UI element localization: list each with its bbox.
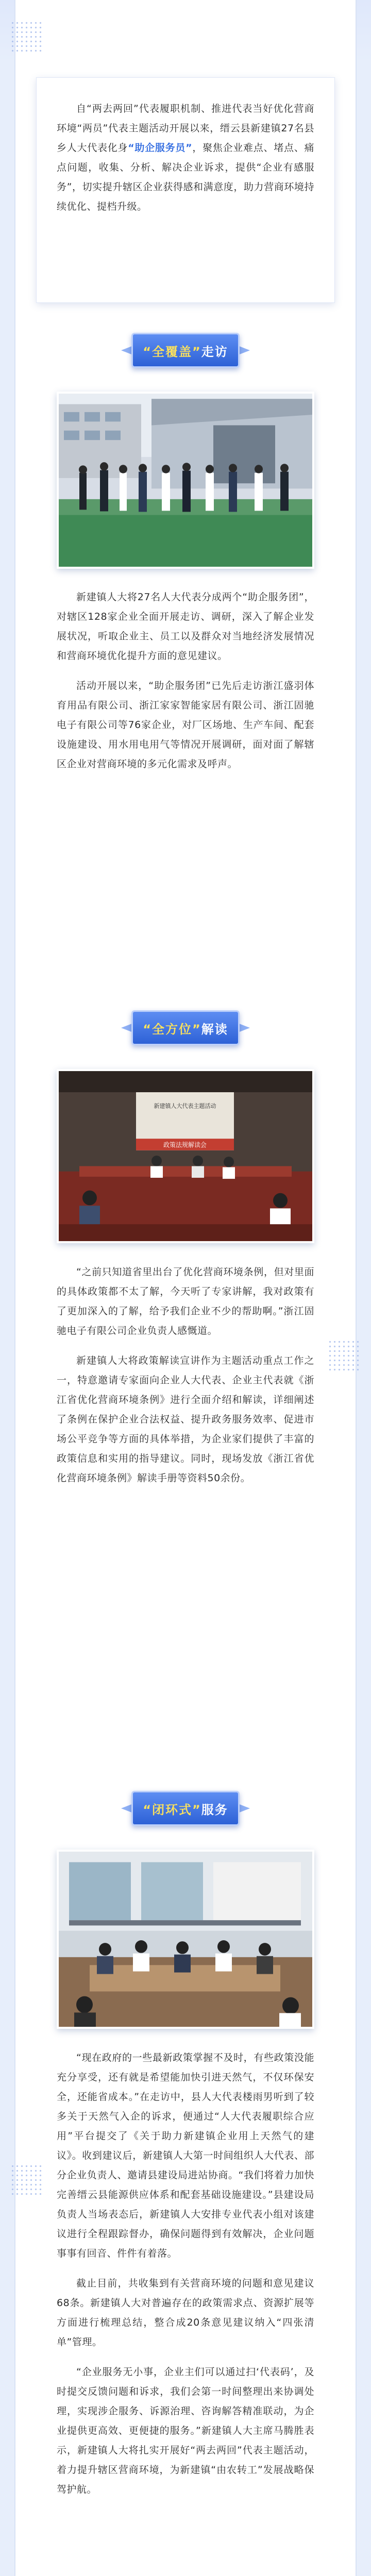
section-title: “全覆盖” 走访 bbox=[143, 344, 228, 359]
photo-factory-visit bbox=[57, 392, 314, 569]
intro-highlight: “助企服务员” bbox=[128, 142, 193, 154]
intro-text-after: ，聚焦企业难点、堵点、痛点问题，收集、分析、解决企业诉求，提供“企业有感服务”，切实提升辖区企业获得感和满意度，助力营商环境持续优化、提档升级。 bbox=[57, 142, 314, 212]
photo-consultation-meeting bbox=[57, 1850, 314, 2029]
dot-grid-decoration bbox=[10, 21, 43, 54]
section-1-text bbox=[57, 587, 314, 774]
section-header-interpretation bbox=[121, 1007, 250, 1048]
section-3-paragraph-1: “现在政府的一些最新政策掌握不及时，有些政策没能充分享受，还有就是希望能加快引进天然气，不仅环保安全，还能省成本。”在走访中，县人大代表楼雨男听到了较多关于天然气入企的诉求，便通过“人大代表履职综合应用”平台提交了《关于助力新建镇企业用上天然气的建议》。收到建议后，新建镇人大第一时间组织人大代表、部分企业负责人、邀请县建设局进站协商。“我们将着力加快完善缙云县能源供应体系和配套基础设施建设。”县建设局负责人当场表态后，新建镇人大安排专业代表小组对该建议进行全程跟踪督办，确保问题得到有效解决，企业问题事事有回音、件件有着落。 bbox=[57, 2052, 314, 2259]
intro-text-before: 自“两去两回”代表履职机制、推进代表当好优化营商环境“两员”代表主题活动开展以来，缙云县新建镇27名县乡人大代表化身 bbox=[57, 103, 314, 154]
section-title: “闭环式” 服务 bbox=[143, 1802, 228, 1817]
photo-policy-meeting bbox=[57, 1069, 314, 1243]
dot-grid-decoration bbox=[328, 1340, 361, 1372]
section-3-paragraph-3: “企业服务无小事，企业主们可以通过扫‘代表码’，及时提交反馈问题和诉求，我们会第一时间整理出来协调处理，实现涉企服务、诉源治理、咨询解答精准联动，为企业提供更高效、更便捷的服务。”新建镇人大主席马腾胜表示，新建镇人大将扎实开展好“两去两回”代表主题活动，着力提升辖区营商环境，为新建镇“由农转工”发展战略保驾护航。 bbox=[57, 2366, 314, 2495]
section-3-paragraph-2: 截止目前，共收集到有关营商环境的问题和意见建议68条。新建镇人大对普遍存在的政策需求点、资源扩展等方面进行梳理总结，整合成20条意见建议纳入“四张清单”管理。 bbox=[57, 2278, 314, 2348]
intro-paragraph bbox=[57, 99, 314, 216]
section-2-paragraph-1: “之前只知道省里出台了优化营商环境条例，但对里面的具体政策都不太了解，今天听了专家讲解，我对政策有了更加深入的了解，给予我们企业不少的帮助啊。”浙江固驰电子有限公司企业负责人感慨道。 bbox=[57, 1266, 314, 1336]
svg-text:政策法规解读会: 政策法规解读会 bbox=[163, 1141, 207, 1149]
dot-grid-decoration bbox=[10, 2164, 43, 2197]
svg-text:新建镇人大代表主题活动: 新建镇人大代表主题活动 bbox=[154, 1103, 216, 1110]
section-2-text bbox=[57, 1262, 314, 1488]
section-1-paragraph-2: 活动开展以来，“助企服务团”已先后走访浙江盛羽体育用品有限公司、浙江家家智能家居有限公司、浙江固驰电子有限公司等76家企业，对厂区场地、生产车间、配套设施建设、用水用电用气等情况开展调研，面对面了解辖区企业对营商环境的多元化需求及呼声。 bbox=[57, 680, 314, 770]
section-header-service bbox=[121, 1788, 250, 1829]
section-title: “全方位” 解读 bbox=[143, 1022, 228, 1037]
section-3-text bbox=[57, 2048, 314, 2499]
section-header-visit bbox=[121, 330, 250, 371]
section-2-paragraph-2: 新建镇人大将政策解读宣讲作为主题活动重点工作之一，特意邀请专家面向企业人大代表、企业主代表就《浙江省优化营商环境条例》进行全面介绍和解读，详细阐述了条例在保护企业合法权益、提升政务服务效率、促进市场公平竞争等方面的具体举措，为企业家们提供了丰富的政策信息和实用的指导建议。同时，现场发放《浙江省优化营商环境条例》解读手册等资料50余份。 bbox=[57, 1355, 314, 1484]
section-1-paragraph-1: 新建镇人大将27名人大代表分成两个“助企服务团”，对辖区128家企业全面开展走访、调研，深入了解企业发展状况，听取企业主、员工以及群众对当地经济发展情况和营商环境优化提升方面的意见建议。 bbox=[57, 591, 314, 662]
